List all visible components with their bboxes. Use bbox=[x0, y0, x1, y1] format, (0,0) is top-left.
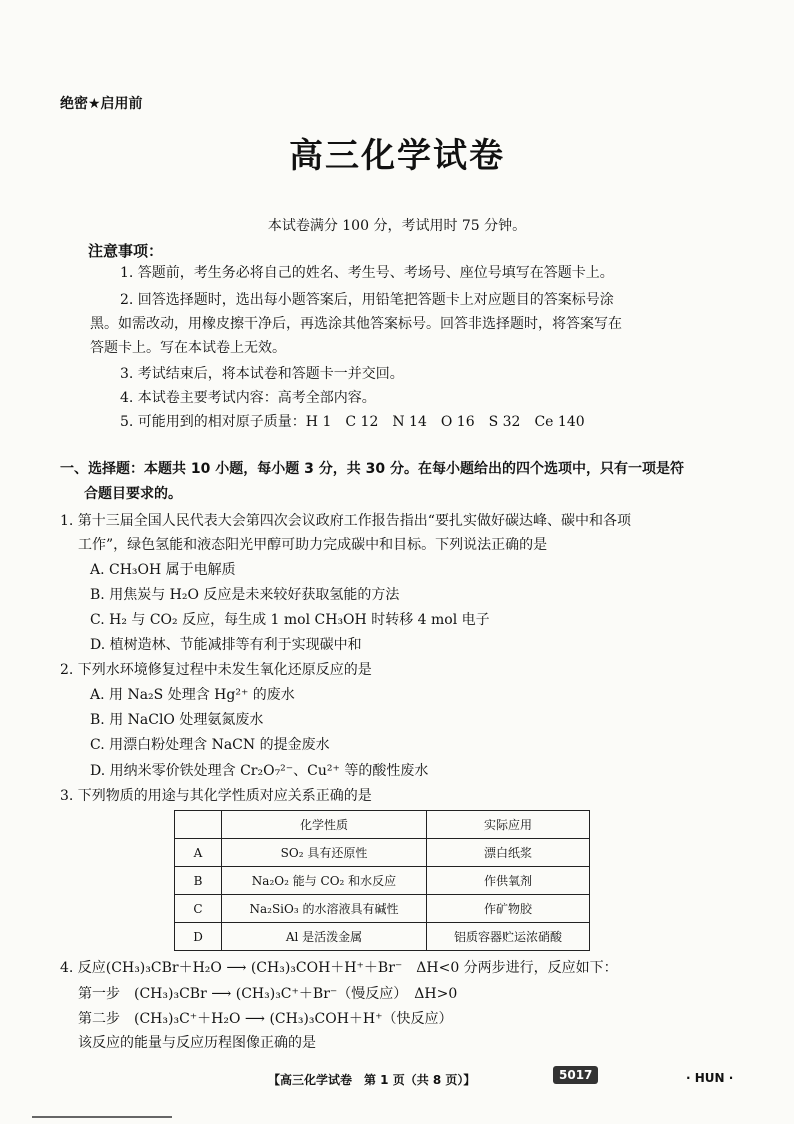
q1-option-b: B. 用焦炭与 H₂O 反应是未来较好获取氢能的方法 bbox=[90, 587, 400, 603]
question-3-table bbox=[174, 810, 590, 951]
table-cell: 漂白纸浆 bbox=[427, 839, 590, 867]
note-line: 3. 考试结束后，将本试卷和答题卡一并交回。 bbox=[120, 366, 404, 382]
question-3-stem: 3. 下列物质的用途与其化学性质对应关系正确的是 bbox=[60, 788, 372, 804]
table-cell: A bbox=[175, 839, 222, 867]
table-header: 实际应用 bbox=[427, 811, 590, 839]
table-header: 化学性质 bbox=[222, 811, 427, 839]
table-cell: SO₂ 具有还原性 bbox=[222, 839, 427, 867]
q4-question: 该反应的能量与反应历程图像正确的是 bbox=[78, 1035, 316, 1051]
table-cell: Na₂O₂ 能与 CO₂ 和水反应 bbox=[222, 867, 427, 895]
note-line: 4. 本试卷主要考试内容：高考全部内容。 bbox=[120, 390, 376, 406]
note-line: 黑。如需改动，用橡皮擦干净后，再选涂其他答案标号。回答非选择题时，将答案写在 bbox=[90, 316, 622, 332]
table-header-row bbox=[175, 811, 590, 839]
exam-code-badge: 5017 bbox=[553, 1066, 598, 1084]
exam-info: 本试卷满分 100 分，考试用时 75 分钟。 bbox=[267, 218, 527, 234]
table-row bbox=[175, 923, 590, 951]
table-cell: 铝质容器贮运浓硝酸 bbox=[427, 923, 590, 951]
q4-step-2: 第二步 (CH₃)₃C⁺＋H₂O ⟶ (CH₃)₃COH＋H⁺（快反应） bbox=[78, 1011, 453, 1027]
q2-option-a: A. 用 Na₂S 处理含 Hg²⁺ 的废水 bbox=[90, 687, 295, 703]
page-title: 高三化学试卷 bbox=[289, 136, 505, 176]
table-cell: 作矿物胶 bbox=[427, 895, 590, 923]
table-row bbox=[175, 839, 590, 867]
question-1-stem: 1. 第十三届全国人民代表大会第四次会议政府工作报告指出“要扎实做好碳达峰、碳中和各项 bbox=[60, 513, 631, 529]
table-row bbox=[175, 867, 590, 895]
table-cell: D bbox=[175, 923, 222, 951]
question-1-stem-cont: 工作”，绿色氢能和液态阳光甲醇可助力完成碳中和目标。下列说法正确的是 bbox=[78, 537, 548, 553]
notes-heading: 注意事项： bbox=[88, 242, 164, 260]
q1-option-d: D. 植树造林、节能减排等有利于实现碳中和 bbox=[90, 637, 362, 653]
q2-option-d: D. 用纳米零价铁处理含 Cr₂O₇²⁻、Cu²⁺ 等的酸性废水 bbox=[90, 763, 429, 779]
table-cell: 作供氧剂 bbox=[427, 867, 590, 895]
q1-option-c: C. H₂ 与 CO₂ 反应，每生成 1 mol CH₃OH 时转移 4 mol 电子 bbox=[90, 612, 490, 628]
q4-step-1: 第一步 (CH₃)₃CBr ⟶ (CH₃)₃C⁺＋Br⁻（慢反应） ΔH>0 bbox=[78, 986, 458, 1002]
note-line: 5. 可能用到的相对原子质量：H 1 C 12 N 14 O 16 S 32 Ce 140 bbox=[120, 414, 585, 430]
note-line: 1. 答题前，考生务必将自己的姓名、考生号、考场号、座位号填写在答题卡上。 bbox=[120, 265, 614, 281]
question-2-stem: 2. 下列水环境修复过程中未发生氧化还原反应的是 bbox=[60, 662, 372, 678]
table-cell: C bbox=[175, 895, 222, 923]
section-heading-cont: 合题目要求的。 bbox=[84, 486, 182, 502]
table-cell: Al 是活泼金属 bbox=[222, 923, 427, 951]
q2-option-b: B. 用 NaClO 处理氨氮废水 bbox=[90, 712, 264, 728]
note-line: 答题卡上。写在本试卷上无效。 bbox=[90, 340, 286, 356]
table-cell: Na₂SiO₃ 的水溶液具有碱性 bbox=[222, 895, 427, 923]
table-cell: B bbox=[175, 867, 222, 895]
note-line: 2. 回答选择题时，选出每小题答案后，用铅笔把答题卡上对应题目的答案标号涂 bbox=[120, 292, 614, 308]
page-footer: 【高三化学试卷 第 1 页（共 8 页）】 bbox=[268, 1073, 476, 1087]
section-heading: 一、选择题：本题共 10 小题，每小题 3 分，共 30 分。在每小题给出的四个选项中，只有一项是符 bbox=[60, 461, 684, 477]
question-4-stem: 4. 反应(CH₃)₃CBr＋H₂O ⟶ (CH₃)₃COH＋H⁺＋Br⁻ ΔH<0 分两步进行，反应如下： bbox=[60, 960, 618, 976]
scan-edge-line bbox=[32, 1116, 172, 1118]
secret-label: 绝密★启用前 bbox=[60, 96, 143, 112]
table-row bbox=[175, 895, 590, 923]
region-label: · HUN · bbox=[686, 1071, 734, 1085]
table-cell bbox=[175, 811, 222, 839]
q1-option-a: A. CH₃OH 属于电解质 bbox=[90, 562, 236, 578]
q2-option-c: C. 用漂白粉处理含 NaCN 的提金废水 bbox=[90, 737, 330, 753]
